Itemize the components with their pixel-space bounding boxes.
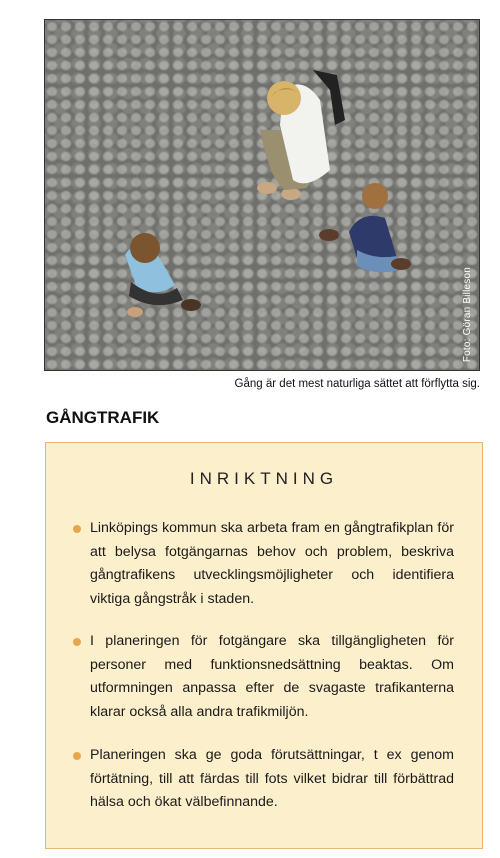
cobblestone-walkers-photo bbox=[44, 19, 480, 371]
bullet-dot-icon bbox=[73, 525, 81, 533]
bullet-item bbox=[70, 630, 454, 724]
photo-illustration bbox=[45, 20, 480, 371]
bullet-text: Linköpings kommun ska arbeta fram en gångtrafikplan för att belysa fotgängarnas behov och problem, beskriva gångtrafikens utvecklingsmöjligheter och identifiera viktiga gångstråk i staden. bbox=[90, 520, 454, 607]
bullet-dot-icon bbox=[73, 752, 81, 760]
bullet-item bbox=[70, 517, 454, 611]
photo-credit: Foto: Göran Billeson bbox=[462, 266, 473, 362]
bullet-text: Planeringen ska ge goda förutsättningar, t ex genom förtätning, till att färdas till fots vilket bidrar till förbättrad hälsa och ökat välbefinnande. bbox=[90, 747, 454, 810]
section-heading: GÅNGTRAFIK bbox=[46, 408, 160, 427]
bullet-dot-icon bbox=[73, 638, 81, 646]
box-title: INRIKTNING bbox=[189, 469, 339, 488]
bullet-text: I planeringen för fotgängare ska tillgängligheten för personer med funktionsnedsättning beaktas. Om utformningen anpassa efter de svagaste trafikanterna klarar också alla andra trafikmiljön. bbox=[90, 633, 454, 720]
inriktning-box bbox=[45, 442, 483, 849]
bullet-item bbox=[70, 744, 454, 815]
photo-caption: Gång är det mest naturliga sättet att förflytta sig. bbox=[234, 378, 480, 390]
